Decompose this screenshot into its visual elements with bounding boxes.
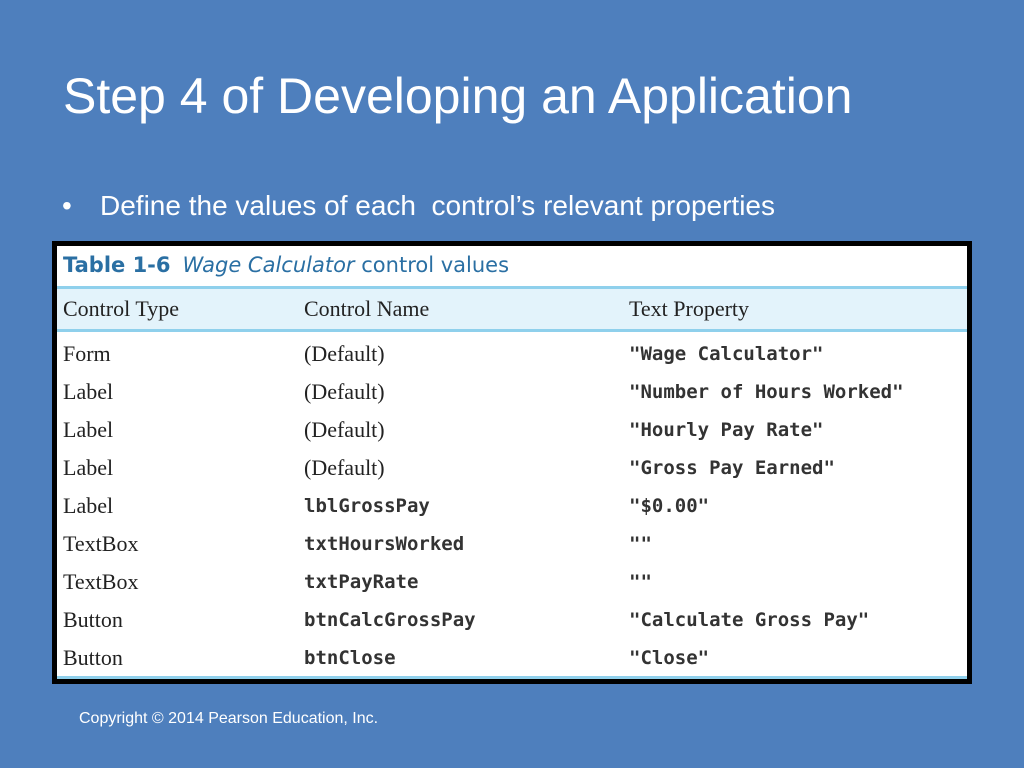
cell-text-property: "Wage Calculator"	[629, 343, 824, 365]
cell-text-property: "Hourly Pay Rate"	[629, 419, 824, 441]
cell-control-name: txtHoursWorked	[304, 533, 465, 555]
cell-control-name: btnCalcGrossPay	[304, 609, 476, 631]
copyright-footer: Copyright © 2014 Pearson Education, Inc.	[79, 710, 379, 727]
cell-control-type: TextBox	[63, 531, 139, 556]
cell-text-property: "$0.00"	[629, 495, 710, 517]
table-row	[57, 335, 967, 373]
table-caption-number: Table 1-6	[63, 253, 171, 277]
table-row	[57, 525, 967, 563]
cell-control-name: (Default)	[304, 455, 385, 480]
cell-control-type: Form	[63, 341, 111, 366]
column-header-text-property: Text Property	[629, 296, 750, 321]
cell-control-type: Label	[63, 379, 114, 404]
table-caption-italic: Wage Calculator	[182, 253, 355, 277]
table-caption-rest: control values	[354, 253, 510, 277]
cell-control-name: txtPayRate	[304, 571, 419, 593]
bullet-point	[62, 189, 775, 223]
cell-text-property: "Close"	[629, 647, 710, 669]
bullet-marker: •	[62, 190, 72, 221]
control-values-table	[57, 246, 967, 679]
slide-title: Step 4 of Developing an Application	[63, 68, 853, 124]
cell-control-type: Label	[63, 455, 114, 480]
table-row	[57, 601, 967, 639]
cell-control-type: Label	[63, 417, 114, 442]
table-bottom-rule	[57, 676, 967, 679]
cell-text-property: "Calculate Gross Pay"	[629, 609, 870, 631]
cell-control-type: Button	[63, 607, 123, 632]
cell-control-name: (Default)	[304, 417, 385, 442]
column-header-control-type: Control Type	[63, 296, 179, 321]
cell-control-type: TextBox	[63, 569, 139, 594]
table-row	[57, 487, 967, 525]
cell-text-property: ""	[629, 533, 652, 555]
table-figure	[52, 241, 972, 684]
table-header-row	[57, 286, 967, 332]
cell-control-type: Button	[63, 645, 123, 670]
cell-control-name: btnClose	[304, 647, 396, 669]
table-row	[57, 563, 967, 601]
table-row	[57, 373, 967, 411]
cell-control-type: Label	[63, 493, 114, 518]
cell-text-property: "Gross Pay Earned"	[629, 457, 835, 479]
cell-text-property: ""	[629, 571, 652, 593]
table-row	[57, 411, 967, 449]
table-row	[57, 639, 967, 677]
cell-text-property: "Number of Hours Worked"	[629, 381, 904, 403]
cell-control-name: (Default)	[304, 341, 385, 366]
table-caption	[63, 251, 509, 279]
cell-control-name: lblGrossPay	[304, 495, 430, 517]
table-row	[57, 449, 967, 487]
cell-control-name: (Default)	[304, 379, 385, 404]
column-header-control-name: Control Name	[304, 296, 430, 321]
bullet-text: Define the values of each control’s relevant properties	[100, 190, 775, 221]
